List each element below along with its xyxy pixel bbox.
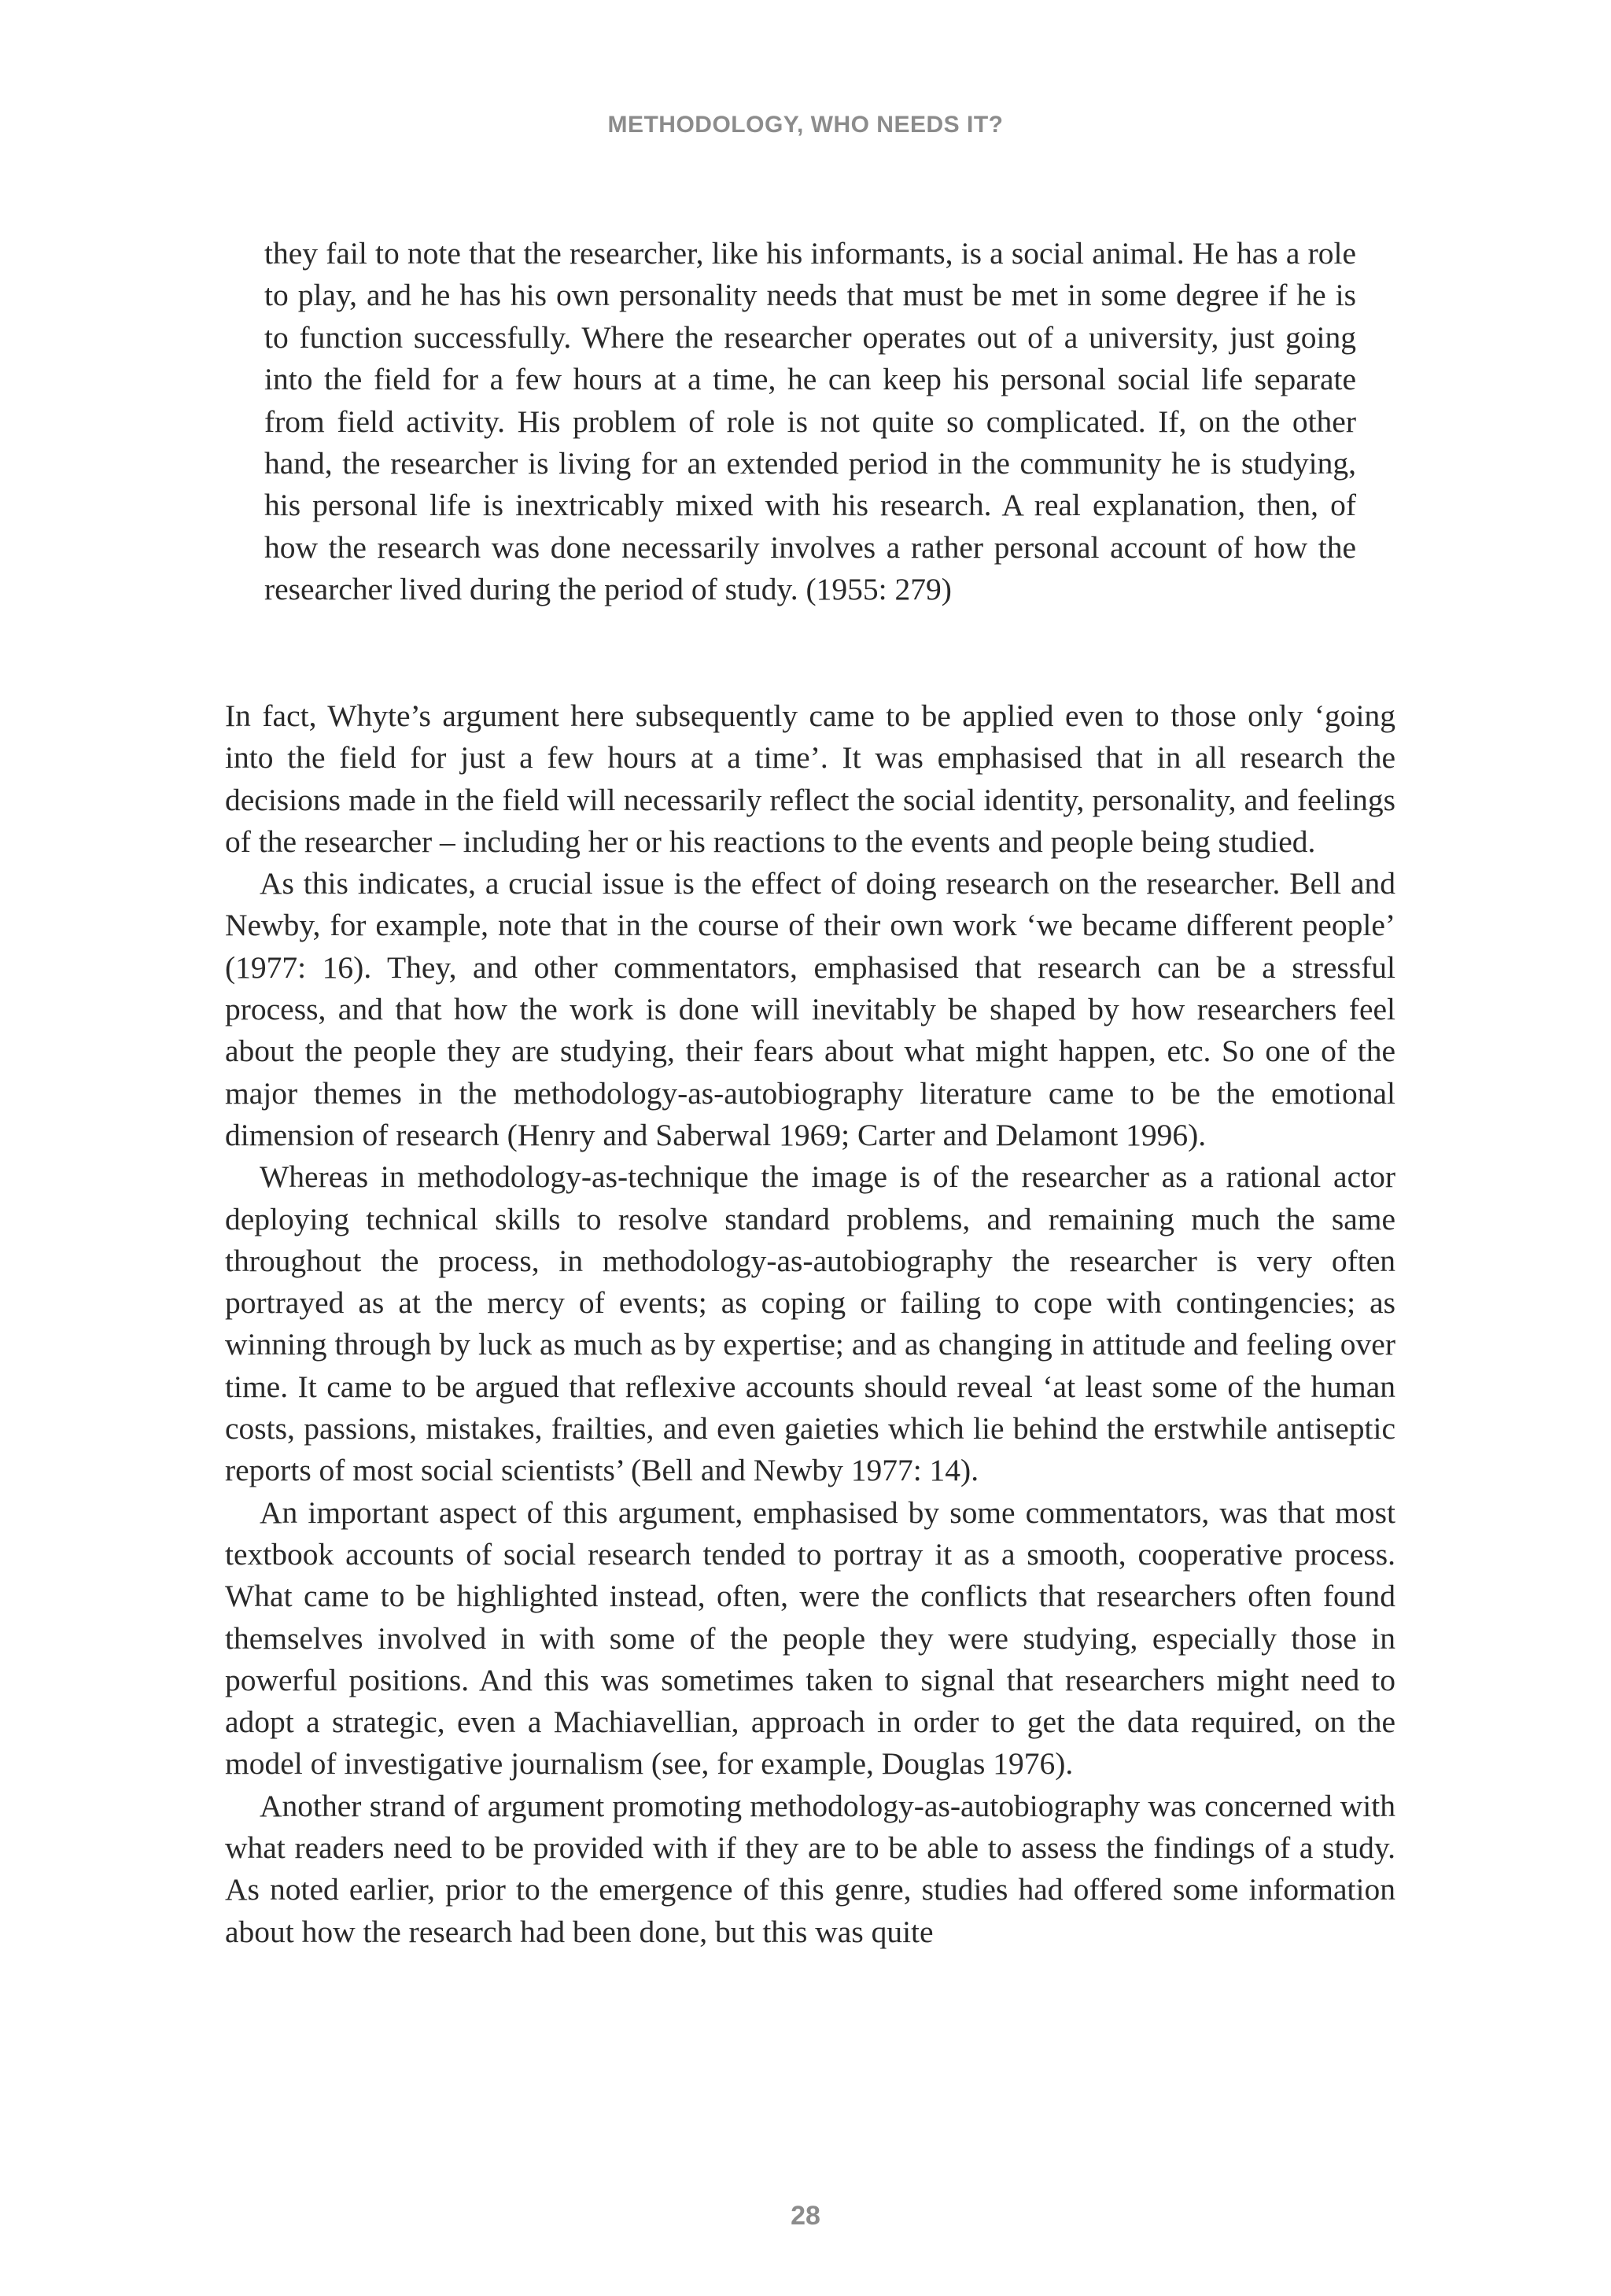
body-text (225, 695, 1395, 1953)
running-head: METHODOLOGY, WHO NEEDS IT? (607, 112, 1004, 138)
paragraph: In fact, Whyte’s argument here subsequently came to be applied even to those only ‘going into the field for just a few hours at a time’. It was emphasised that in all research the decisions made in the field will necessarily reflect the social identity, personality, and feelings of the researcher – including her or his reactions to the events and people being studied. (225, 698, 1395, 859)
paragraph: Another strand of argument promoting methodology-as-autobiography was concerned with what readers need to be provided with if they are to be able to assess the findings of a study. As noted earlier, prior to the emergence of this genre, studies had offered some information about how the research had been done, but this was quite (225, 1788, 1395, 1949)
paragraph: Whereas in methodology-as-technique the image is of the researcher as a rational actor deploying technical skills to resolve standard problems, and remaining much the same throughout the process, in methodology-as-autobiography the researcher is very often portrayed as at the mercy of events; as coping or failing to cope with contingencies; as winning through by luck as much as by expertise; and as changing in attitude and feeling over time. It came to be argued that reflexive accounts should reveal ‘at least some of the human costs, passions, mistakes, frailties, and even gaieties which lie behind the erstwhile antiseptic reports of most social scientists’ (Bell and Newby 1977: 14). (225, 1159, 1395, 1488)
page-number: 28 (791, 2201, 820, 2231)
paragraph: As this indicates, a crucial issue is the effect of doing research on the researcher. Bell and Newby, for example, note that in the course of their own work ‘we became different people’ (1977: 16). They, and other commentators, emphasised that research can be a stressful process, and that how the work is done will inevitably be shaped by how researchers feel about the people they are studying, their fears about what might happen, etc. So one of the major themes in the methodology-as-autobiography literature came to be the emotional dimension of research (Henry and Saberwal 1969; Carter and Delamont 1996). (225, 866, 1395, 1152)
block-quote: they fail to note that the researcher, like his informants, is a social animal. He has a role to play, and he has his own personality needs that must be met in some degree if he is to function successfully. Where the researcher operates out of a university, just going into the field for a few hours at a time, he can keep his personal social life separate from field activity. His problem of role is not quite so complicated. If, on the other hand, the researcher is living for an extended period in the community he is studying, his personal life is inextricably mixed with his research. A real explanation, then, of how the research was done necessarily involves a rather personal account of how the researcher lived during the period of study. (1955: 279) (264, 236, 1356, 607)
paragraph: An important aspect of this argument, emphasised by some commentators, was that most textbook accounts of social research tended to portray it as a smooth, cooperative process. What came to be highlighted instead, often, were the conflicts that researchers often found themselves involved in with some of the people they were studying, especially those in powerful positions. And this was sometimes taken to signal that researchers might need to adopt a strategic, even a Machiavellian, approach in order to get the data required, on the model of investigative journalism (see, for example, Douglas 1976). (225, 1494, 1395, 1782)
